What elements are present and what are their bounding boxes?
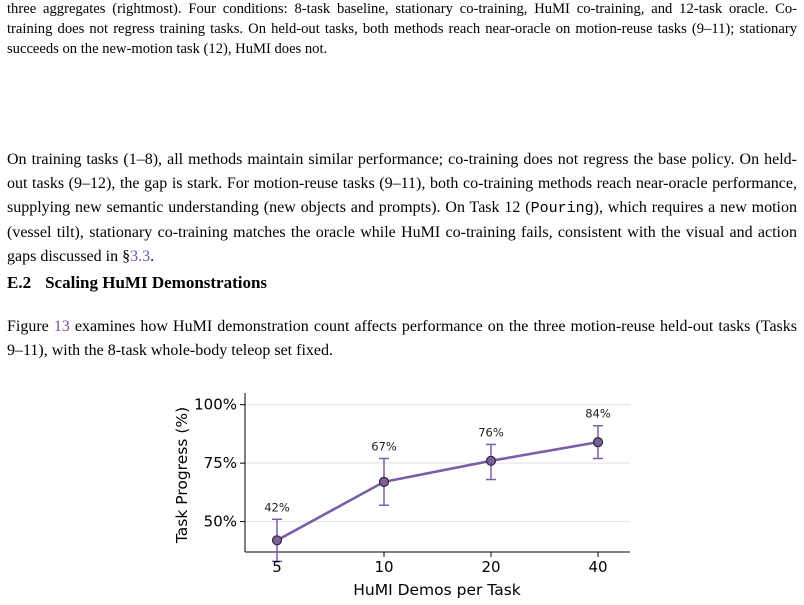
section-title: Scaling HuMI Demonstrations (45, 273, 268, 292)
paragraph-text: On training tasks (1–8), all methods maintain similar performance; co-training does not regress the base policy. On held-out tasks (9–12), the gap is stark. For motion-reuse tasks (9–11), both co-training methods reach near-oracle performance, supplying new semantic understanding (new objects and prompts). On Task 12 ( (7, 151, 797, 216)
y-tick-label: 100% (194, 395, 237, 414)
x-tick-label: 5 (272, 558, 282, 576)
grid-lines (245, 405, 630, 522)
data-label: 42% (264, 500, 290, 515)
data-point (273, 536, 282, 545)
x-tick-label: 40 (588, 558, 608, 576)
paragraph-text: Figure (7, 318, 54, 335)
caption-text: three aggregates (rightmost). Four conditions: 8-task baseline, stationary co-training, HuMI co-training, and 12-task oracle. Co-training does not regress training tasks. On held-out tasks, both methods reach near-oracle on motion-reuse tasks (9–11); stationary succeeds on the new-motion task (12), HuMI does not. (7, 1, 797, 57)
paragraph-text: ), which requires a new motion (vessel tilt), stationary co-training matches the oracle while HuMI co-training fails, consistent with the visual and action gaps discussed in § (7, 199, 797, 265)
data-label: 84% (585, 406, 611, 421)
tick-labels (194, 396, 607, 576)
data-point (594, 438, 603, 447)
chart-axes (240, 393, 630, 557)
x-tick-label: 10 (374, 558, 394, 576)
data-point (487, 456, 496, 465)
series-line (277, 442, 598, 540)
section-reference-link[interactable]: 3.3 (130, 248, 151, 265)
data-label: 76% (478, 425, 504, 440)
series-line-path (277, 442, 598, 540)
data-labels (264, 407, 611, 515)
y-tick-label: 50% (203, 512, 237, 531)
figure-reference-link[interactable]: 13 (53, 318, 70, 335)
y-axis-label: Task Progress (%) (173, 406, 191, 544)
paragraph-text: examines how HuMI demonstration count affects performance on the three motion-reuse held-out tasks (Tasks 9–11), with the 8-task whole-body teleop set fixed. (7, 318, 798, 359)
data-point (380, 477, 389, 486)
inline-code-pouring: Pouring (530, 200, 594, 217)
x-tick-label: 20 (481, 558, 501, 576)
data-label: 67% (371, 439, 397, 454)
section-number: E.2 (7, 273, 32, 292)
paragraph-text: . (150, 248, 155, 265)
data-markers (273, 438, 603, 545)
x-axis-label: HuMI Demos per Task (353, 581, 521, 599)
error-bars (272, 426, 603, 562)
y-tick-label: 75% (203, 454, 237, 473)
